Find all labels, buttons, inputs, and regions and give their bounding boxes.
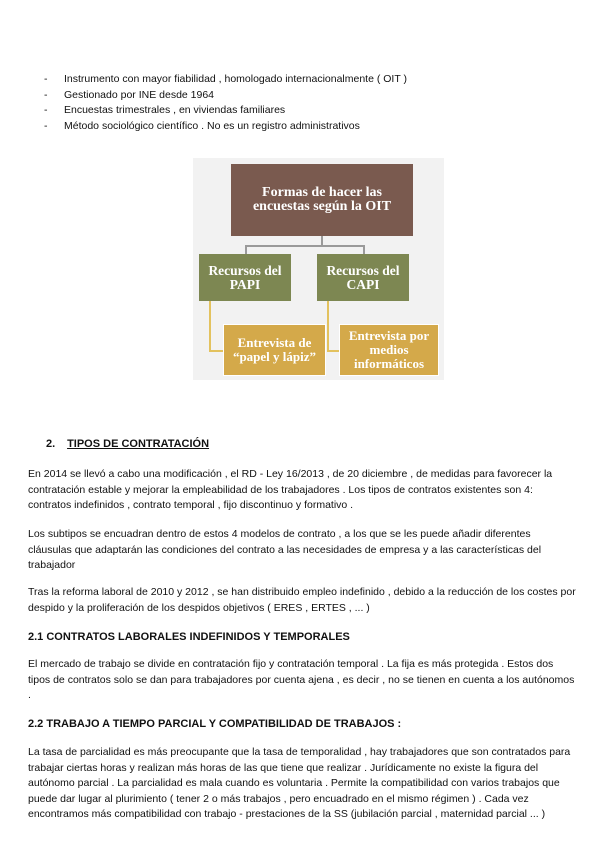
diagram-paper-interview-node: Entrevista de “papel y lápiz” bbox=[223, 324, 326, 376]
diagram-capi-node: Recursos del CAPI bbox=[317, 254, 409, 301]
connector-right-down bbox=[363, 245, 365, 254]
subsection-heading-parcial: 2.2 TRABAJO A TIEMPO PARCIAL Y COMPATIBILIDAD DE TRABAJOS : bbox=[28, 718, 402, 730]
bullet-text: Método sociológico científico . No es un registro administrativos bbox=[64, 119, 360, 132]
paragraph-mercado: El mercado de trabajo se divide en contratación fijo y contratación temporal . La fija es más protegida . Estos dos tipos de contratos solo se dan para trabajadores por cuenta ajena , es decir , no se tienen en cuenta a los autónomos . bbox=[28, 658, 575, 701]
connector-horizontal bbox=[245, 245, 363, 247]
bullet-marker: - bbox=[44, 104, 48, 116]
bullet-text: Encuestas trimestrales , en viviendas familiares bbox=[64, 104, 286, 116]
subsection-heading-indefinidos: 2.1 CONTRATOS LABORALES INDEFINIDOS Y TEMPORALES bbox=[28, 631, 350, 643]
connector-papi-child-h bbox=[209, 350, 223, 352]
section-number: 2. bbox=[46, 438, 56, 450]
connector-capi-child bbox=[327, 301, 329, 351]
paragraph-subtipos: Los subtipos se encuadran dentro de estos 4 modelos de contrato , a los que se les puede añadir diferentes cláusulas que adaptarán las condiciones del contrato a las necesidades de empresa y a las características del trabajador bbox=[28, 528, 542, 571]
section-heading bbox=[46, 438, 209, 450]
connector-left-down bbox=[245, 245, 247, 254]
connector-papi-child bbox=[209, 301, 211, 351]
bullet-list bbox=[44, 72, 407, 134]
bullet-item bbox=[44, 72, 407, 88]
diagram-papi-node: Recursos del PAPI bbox=[199, 254, 291, 301]
bullet-text: Instrumento con mayor fiabilidad , homologado internacionalmente ( OIT ) bbox=[64, 73, 407, 85]
paragraph-reforma: Tras la reforma laboral de 2010 y 2012 , se han distribuido empleo indefinido , debido a la reducción de los costes por despido y la proliferación de los despidos objetivos ( ERES , ERTES , ... ) bbox=[28, 586, 576, 614]
section-title: TIPOS DE CONTRATACIÓN bbox=[67, 438, 210, 450]
connector-root-down bbox=[321, 236, 323, 245]
bullet-marker: - bbox=[44, 88, 48, 101]
bullet-item bbox=[44, 103, 407, 119]
bullet-item bbox=[44, 119, 407, 135]
diagram-root-node: Formas de hacer las encuestas según la OIT bbox=[231, 164, 413, 236]
bullet-text: Gestionado por INE desde 1964 bbox=[64, 88, 215, 101]
paragraph-rd-ley: En 2014 se llevó a cabo una modificación , el RD - Ley 16/2013 , de 20 diciembre , de medidas para favorecer la contratación estable y mejorar la empleabilidad de los trabajadores . Los tipos de contratos existentes son 4: contratos indefinidos , contrato temporal , fijo discontinuo y formativo . bbox=[28, 468, 553, 511]
diagram-computer-interview-node: Entrevista por medios informáticos bbox=[339, 324, 439, 376]
bullet-marker: - bbox=[44, 119, 48, 132]
bullet-item bbox=[44, 88, 407, 104]
survey-methods-diagram bbox=[193, 158, 444, 380]
connector-capi-child-h bbox=[327, 350, 339, 352]
paragraph-parcialidad: La tasa de parcialidad es más preocupante que la tasa de temporalidad , hay trabajadores que son contratados para trabajar ciertas horas y realizan más horas de las que tiene que realizar . Jurídicamente no existe la figura del autónomo parcial . La parcialidad es mala cuando es voluntaria . Permite la compatibilidad con varios trabajos que puede dar lugar al plurimiento ( tener 2 o más trabajos , pero encuadrado en el mismo régimen ) . Cada vez encontramos más compatibilidad con trabajo - prestaciones de la SS (jubilación parcial , maternidad parcial ... ) bbox=[28, 746, 571, 820]
bullet-marker: - bbox=[44, 73, 48, 85]
